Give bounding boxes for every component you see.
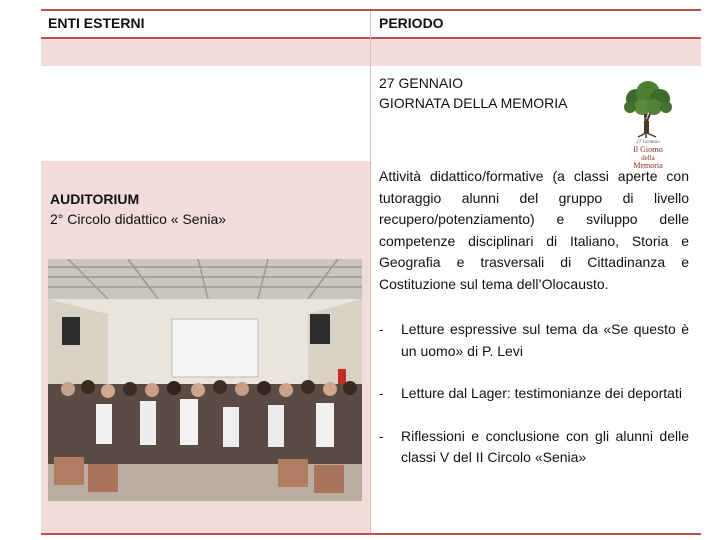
giorno-della-memoria-logo — [614, 77, 682, 169]
period-date: 27 GENNAIO — [379, 75, 464, 91]
venue-subtitle: 2° Circolo didattico « Senia» — [50, 211, 227, 227]
list-item-text: Letture dal Lager: testimonianze dei deportati — [401, 385, 682, 401]
list-item-text: Riflessioni e conclusione con gli alunni delle classi V del II Circolo «Senia» — [401, 427, 689, 465]
header-enti-esterni: ENTI ESTERNI — [48, 15, 145, 31]
svg-text:della: della — [641, 154, 655, 162]
bullet-marker: - — [379, 427, 384, 444]
column-divider — [370, 11, 371, 533]
venue-title: AUDITORIUM — [50, 191, 140, 207]
photo-illustration — [48, 259, 362, 501]
empty-shaded-row — [41, 39, 701, 66]
auditorium-group-photo — [48, 259, 362, 501]
schedule-table — [41, 9, 701, 535]
header-periodo: PERIODO — [379, 15, 444, 31]
table-top-rule — [41, 9, 701, 11]
table-bottom-rule — [41, 533, 701, 535]
bullet-marker: - — [379, 385, 384, 401]
list-item — [379, 426, 689, 469]
list-item — [379, 319, 689, 362]
list-item-text: Letture espressive sul tema da «Se questo è un uomo» di P. Levi — [401, 321, 689, 359]
period-title — [379, 73, 568, 113]
activity-description: Attività didattico/formative (a classi aperte con tutoraggio alunni del gruppo di livello recupero/potenziamento) e sviluppo delle competenze disciplinari di Italiano, Storia e Geografia e trasversali di Cittadinanza e Costituzione sul tema dell’Olocausto. — [379, 168, 689, 292]
svg-text:Memoria: Memoria — [633, 161, 663, 169]
list-item — [379, 383, 689, 405]
activity-list — [379, 319, 689, 490]
period-event: GIORNATA DELLA MEMORIA — [379, 95, 568, 111]
svg-text:Il Giorno: Il Giorno — [633, 145, 663, 154]
tree-logo-icon — [614, 77, 682, 169]
svg-text:27 Gennaio: 27 Gennaio — [636, 140, 660, 145]
venue-block — [50, 189, 226, 229]
bullet-marker: - — [379, 321, 384, 337]
